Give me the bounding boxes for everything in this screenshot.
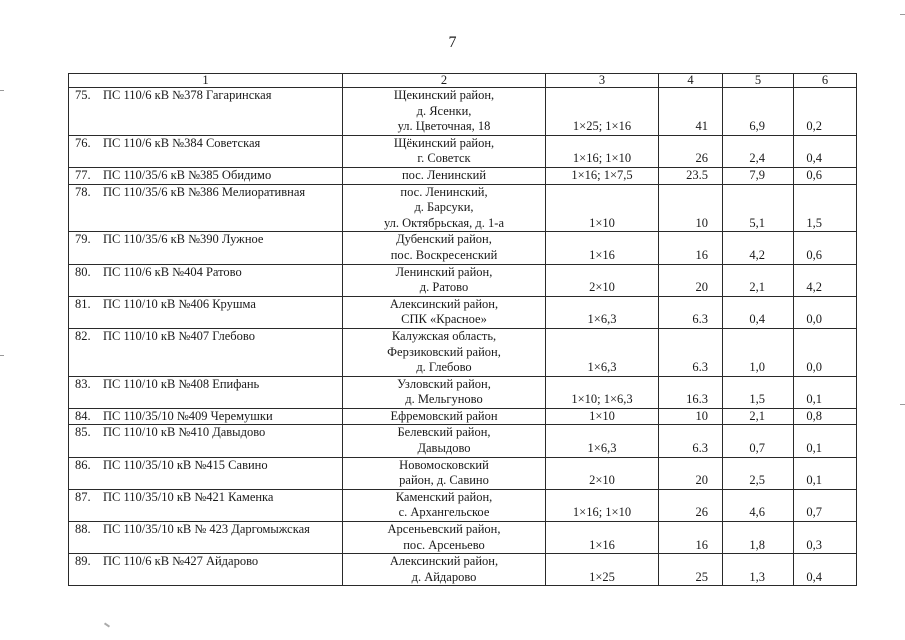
location-line: Ефремовский район xyxy=(390,408,498,423)
value-cell-col-3: 1×10 xyxy=(546,408,659,425)
location-cell xyxy=(343,232,546,264)
value-cell-col-5: 4,2 xyxy=(723,232,794,264)
table-row xyxy=(69,167,857,184)
location-cell xyxy=(343,184,546,232)
value-cell-col-3: 2×10 xyxy=(546,264,659,296)
value-cell-col-4: 20 xyxy=(659,457,723,489)
value-cell-col-4: 25 xyxy=(659,554,723,586)
substation-name: ПС 110/35/6 кВ №385 Обидимо xyxy=(103,167,272,182)
table-row xyxy=(69,135,857,167)
substations-table xyxy=(68,73,857,586)
substation-name: ПС 110/10 кВ №408 Епифань xyxy=(103,376,260,391)
value-cell-col-5: 5,1 xyxy=(723,184,794,232)
value-cell-col-6: 0,0 xyxy=(794,296,857,328)
value-cell-col-6: 0,3 xyxy=(794,522,857,554)
header-cell: 2 xyxy=(343,74,546,88)
row-number: 77. xyxy=(75,167,91,182)
substation-cell xyxy=(69,88,343,136)
value-cell-col-5: 0,7 xyxy=(723,425,794,457)
value-cell-col-4: 26 xyxy=(659,489,723,521)
substation-cell xyxy=(69,135,343,167)
value-cell-col-5: 1,3 xyxy=(723,554,794,586)
location-cell xyxy=(343,296,546,328)
substation-name: ПС 110/35/6 кВ №390 Лужное xyxy=(103,232,264,247)
row-number: 81. xyxy=(75,296,91,311)
value-cell-col-5: 1,5 xyxy=(723,376,794,408)
substation-cell xyxy=(69,554,343,586)
location-line: ул. Цветочная, 18 xyxy=(397,119,491,134)
substation-name: ПС 110/6 кВ №384 Советская xyxy=(103,135,261,150)
location-cell xyxy=(343,376,546,408)
header-cell: 4 xyxy=(659,74,723,88)
value-cell-col-6: 0,0 xyxy=(794,328,857,376)
row-number: 78. xyxy=(75,184,91,199)
location-line: д. Глебово xyxy=(416,360,472,375)
value-cell-col-3: 1×16 xyxy=(546,522,659,554)
value-cell-col-5: 0,4 xyxy=(723,296,794,328)
location-line: с. Архангельское xyxy=(398,505,490,520)
substation-name: ПС 110/35/10 №409 Черемушки xyxy=(103,408,273,423)
scan-edge-mark xyxy=(0,355,4,356)
value-cell-col-4: 6.3 xyxy=(659,328,723,376)
value-cell-col-5: 2,1 xyxy=(723,408,794,425)
substation-cell xyxy=(69,425,343,457)
location-line: пос. Ленинский xyxy=(401,167,487,182)
location-line: Арсеньевский район, xyxy=(387,522,501,537)
table-header-row xyxy=(69,74,857,88)
table-row xyxy=(69,554,857,586)
location-line: Каменский район, xyxy=(395,489,493,504)
value-cell-col-5: 1,8 xyxy=(723,522,794,554)
value-cell-col-4: 16 xyxy=(659,232,723,264)
location-cell xyxy=(343,328,546,376)
location-line: Узловский район, xyxy=(397,376,491,391)
value-cell-col-6: 0,6 xyxy=(794,167,857,184)
row-number: 83. xyxy=(75,376,91,391)
substation-cell xyxy=(69,408,343,425)
page-number: 7 xyxy=(448,34,457,51)
location-line: пос. Арсеньево xyxy=(403,537,485,552)
table-row xyxy=(69,376,857,408)
row-number: 89. xyxy=(75,554,91,569)
substation-name: ПС 110/35/10 кВ №415 Савино xyxy=(103,457,268,472)
row-number: 84. xyxy=(75,408,91,423)
substation-name: ПС 110/35/10 кВ №421 Каменка xyxy=(103,489,274,504)
value-cell-col-4: 23.5 xyxy=(659,167,723,184)
substation-cell xyxy=(69,376,343,408)
substation-name: ПС 110/35/10 кВ № 423 Даргомыжская xyxy=(103,522,310,537)
row-number: 88. xyxy=(75,522,91,537)
location-cell xyxy=(343,554,546,586)
value-cell-col-5: 2,5 xyxy=(723,457,794,489)
scan-edge-mark xyxy=(900,404,905,405)
substation-cell xyxy=(69,522,343,554)
row-number: 82. xyxy=(75,328,91,343)
location-line: ул. Октябрьская, д. 1-а xyxy=(383,215,505,230)
substation-name: ПС 110/10 кВ №406 Крушма xyxy=(103,296,256,311)
location-cell xyxy=(343,522,546,554)
substation-cell xyxy=(69,184,343,232)
value-cell-col-6: 4,2 xyxy=(794,264,857,296)
substation-name: ПС 110/6 кВ №427 Айдарово xyxy=(103,554,259,569)
location-cell xyxy=(343,264,546,296)
value-cell-col-3: 1×6,3 xyxy=(546,425,659,457)
location-line: д. Мельгуново xyxy=(405,392,483,407)
location-cell xyxy=(343,88,546,136)
location-line: Алексинский район, xyxy=(389,554,499,569)
value-cell-col-6: 0,7 xyxy=(794,489,857,521)
location-line: д. Барсуки, xyxy=(414,200,474,215)
value-cell-col-3: 1×10 xyxy=(546,184,659,232)
value-cell-col-4: 6.3 xyxy=(659,425,723,457)
value-cell-col-3: 1×25 xyxy=(546,554,659,586)
value-cell-col-3: 1×16; 1×10 xyxy=(546,135,659,167)
row-number: 76. xyxy=(75,135,91,150)
location-line: д. Ясенки, xyxy=(416,103,472,118)
table-row xyxy=(69,264,857,296)
table-row xyxy=(69,522,857,554)
location-line: пос. Ленинский, xyxy=(400,184,488,199)
value-cell-col-6: 0,8 xyxy=(794,408,857,425)
value-cell-col-3: 1×6,3 xyxy=(546,296,659,328)
value-cell-col-3: 1×16 xyxy=(546,232,659,264)
location-line: г. Советск xyxy=(417,151,471,166)
location-line: Давыдово xyxy=(417,441,471,456)
row-number: 79. xyxy=(75,232,91,247)
header-cell: 1 xyxy=(69,74,343,88)
scan-artifact xyxy=(104,622,110,627)
value-cell-col-5: 6,9 xyxy=(723,88,794,136)
substation-name: ПС 110/35/6 кВ №386 Мелиоративная xyxy=(103,184,306,199)
value-cell-col-5: 4,6 xyxy=(723,489,794,521)
substation-cell xyxy=(69,232,343,264)
location-line: Калужская область, xyxy=(391,328,497,343)
location-cell xyxy=(343,425,546,457)
value-cell-col-3: 1×16; 1×10 xyxy=(546,489,659,521)
header-cell: 5 xyxy=(723,74,794,88)
location-line: д. Айдарово xyxy=(411,569,477,584)
location-line: Ферзиковский район, xyxy=(387,344,501,359)
location-line: д. Ратово xyxy=(419,280,469,295)
value-cell-col-5: 7,9 xyxy=(723,167,794,184)
value-cell-col-4: 20 xyxy=(659,264,723,296)
location-cell xyxy=(343,135,546,167)
substation-name: ПС 110/6 кВ №378 Гагаринская xyxy=(103,88,272,102)
table-row xyxy=(69,184,857,232)
substation-name: ПС 110/10 кВ №410 Давыдово xyxy=(103,425,266,440)
value-cell-col-4: 10 xyxy=(659,408,723,425)
row-number: 87. xyxy=(75,489,91,504)
table-row xyxy=(69,328,857,376)
value-cell-col-4: 10 xyxy=(659,184,723,232)
table-row xyxy=(69,296,857,328)
substation-cell xyxy=(69,457,343,489)
substation-cell xyxy=(69,264,343,296)
value-cell-col-4: 16 xyxy=(659,522,723,554)
substation-cell xyxy=(69,328,343,376)
value-cell-col-4: 41 xyxy=(659,88,723,136)
location-line: район, д. Савино xyxy=(399,473,489,488)
value-cell-col-6: 0,6 xyxy=(794,232,857,264)
scan-edge-mark xyxy=(900,14,905,15)
location-line: Алексинский район, xyxy=(389,296,499,311)
table-row xyxy=(69,489,857,521)
location-line: Новомосковский xyxy=(399,457,489,472)
table-row xyxy=(69,88,857,136)
row-number: 75. xyxy=(75,88,91,102)
value-cell-col-6: 1,5 xyxy=(794,184,857,232)
value-cell-col-6: 0,1 xyxy=(794,457,857,489)
value-cell-col-4: 6.3 xyxy=(659,296,723,328)
table-row xyxy=(69,425,857,457)
location-cell xyxy=(343,489,546,521)
value-cell-col-3: 1×10; 1×6,3 xyxy=(546,376,659,408)
location-line: Дубенский район, xyxy=(396,232,492,247)
location-cell xyxy=(343,408,546,425)
substation-name: ПС 110/10 кВ №407 Глебово xyxy=(103,328,255,343)
location-cell xyxy=(343,167,546,184)
row-number: 85. xyxy=(75,425,91,440)
value-cell-col-6: 0,1 xyxy=(794,425,857,457)
location-line: СПК «Красное» xyxy=(401,312,487,327)
value-cell-col-5: 1,0 xyxy=(723,328,794,376)
row-number: 80. xyxy=(75,264,91,279)
substation-name: ПС 110/6 кВ №404 Ратово xyxy=(103,264,242,279)
value-cell-col-3: 1×25; 1×16 xyxy=(546,88,659,136)
value-cell-col-3: 2×10 xyxy=(546,457,659,489)
header-cell: 6 xyxy=(794,74,857,88)
header-cell: 3 xyxy=(546,74,659,88)
location-line: Щекинский район, xyxy=(393,88,495,102)
value-cell-col-4: 16.3 xyxy=(659,376,723,408)
value-cell-col-6: 0,1 xyxy=(794,376,857,408)
table-row xyxy=(69,232,857,264)
table-row xyxy=(69,457,857,489)
value-cell-col-5: 2,4 xyxy=(723,135,794,167)
location-line: Щёкинский район, xyxy=(393,135,495,150)
row-number: 86. xyxy=(75,457,91,472)
location-line: Белевский район, xyxy=(397,425,491,440)
substation-cell xyxy=(69,296,343,328)
scan-edge-mark xyxy=(0,90,4,91)
value-cell-col-3: 1×6,3 xyxy=(546,328,659,376)
value-cell-col-4: 26 xyxy=(659,135,723,167)
value-cell-col-5: 2,1 xyxy=(723,264,794,296)
table-row xyxy=(69,408,857,425)
value-cell-col-6: 0,4 xyxy=(794,135,857,167)
substation-cell xyxy=(69,167,343,184)
value-cell-col-6: 0,4 xyxy=(794,554,857,586)
location-line: Ленинский район, xyxy=(395,264,493,279)
value-cell-col-3: 1×16; 1×7,5 xyxy=(546,167,659,184)
value-cell-col-6: 0,2 xyxy=(794,88,857,136)
substation-cell xyxy=(69,489,343,521)
location-cell xyxy=(343,457,546,489)
location-line: пос. Воскресенский xyxy=(390,247,498,262)
